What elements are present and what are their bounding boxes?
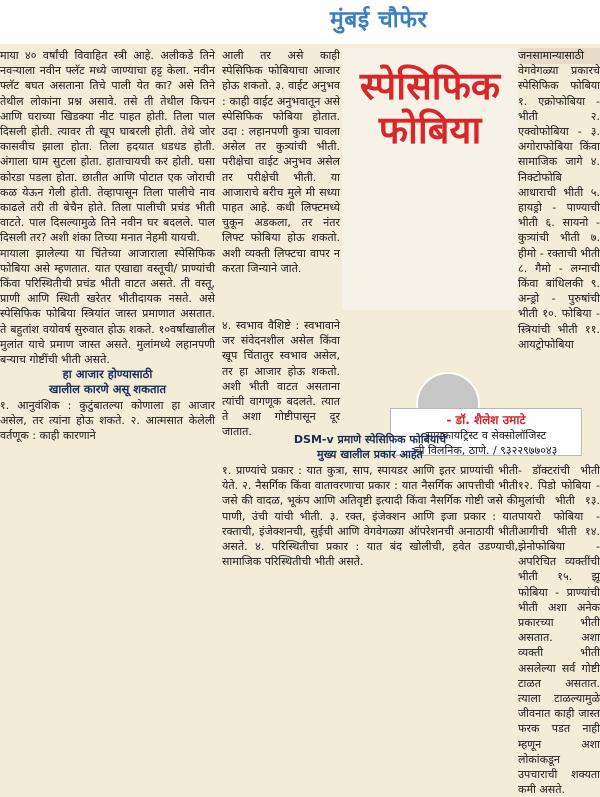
dsm-heading-line-1: DSM-v प्रमाणे स्पेसिफिक फोबियाचे [293,433,447,446]
author-location: ची विलनिक, ठाणे. / ९३२२९७७०४३ [414,444,558,457]
paragraph-dsm-types: १. प्राण्यांचे प्रकार : यात कुत्रा, साप, स्पायडर आणि इतर प्राण्यांची भीती येते. २. नैसर्गिक किंवा वातावरणाचा प्रकार : यात नैसर्गिक आपत्तीची भीती जसे की वादळ, भूकंप आणि अतिवृष्टी इत्यादी किंवा नैसर्गिक गोष्टी जसे की पाणी, उंची यांची भीती. ३. रक्त, इंजेक्शन आणि इजा प्रकार : यात रक्ताची, इंजेक्शनची, सुईची आणि वेगवेगळ्या ऑपरेशनची अनाठायी भीती असते. ४. परिस्थितीचा प्रकार : यात बंद खोलीची, हवेत उडण्याची, सामाजिक परिस्थितीची भीती असते. [222,464,518,569]
paragraph-temperament: ४. स्वभाव वैशिष्टे : स्वभावाने जर संवेदनशील असेल किंवा खूप चिंतातुर स्वभाव असेल, तर हा आजार होऊ शकतो. अशी भीती वाटत असताना त्यांची वागणूक बदलते. त्यात ते अशा गोष्टीपासून दूर जातात. [222,319,340,439]
author-credentials: सायकायट्रिस्ट व सेक्सोलॉजिस्ट [425,429,547,442]
phobia-types-list: जनसामान्यासाठी वेगवेगळ्या प्रकारचे स्पेसिफिक फोबिया १. एक्रोफोबिया - भीती २. एक्वोफोबिया - ३. अगोराफोबिया किंवा सामाजिक जागे ४. निक्टोफोबि आधाराची भीती ५. हायड्रो - पाण्याची भीती ६. सायनो - कुत्र्यांची भीती ७. हीमो - रक्ताची भीती ८. गैमो - लग्नाची किंवा बांधिलकी ९. अन्ड्रो - पुरुषांची भीती १०. फोबिया - स्त्रियांची भीती ११. आयट्रोफोबिया [518,49,600,351]
column-middle-lower [222,318,340,440]
headline-artwork [342,48,518,310]
column-right-bottom [518,463,600,797]
subhead-causes-2: खालील कारणे असू शकतात [48,382,167,397]
headline-line-1: स्पेसिफिक [359,64,501,108]
dsm-heading [222,432,518,462]
paragraph-intro: माया ४० वर्षांची विवाहित स्त्री आहे. अलीकडे तिने नवऱ्याला नवीन फ्लॅट मध्ये जाण्याचा हट्ट केला. नवीन फ्लॅट बघत असताना तिचे पाली येत का? असे तिने तेथील लोकांना प्रश्न असावे. तसे ती तेथील किचन आणि घराच्या खिडक्या नीट पाहत होती. तिला पाल दिसली होती. त्यावर ती खूप घाबरली होती. तेथे जोर कासवीच झाला होता. तिला हदयात धडधड होती. अंगाला घाम सुटला होता. हाताचायची कर होती. घसा कोरडा पडला होता. छातीत आणि पोटात एक जोराची कळ येऊन गेली होती. तेव्हापासून तिला पालीचे नाव काढले तरी ती बेचैन होते. तिला पालीची प्रचंड भीती वाटते. पाल दिसल्यामुळे तिने नवीन घर बदलले. पाल दिसली तर? अशी शंका तिच्या मनात नेहमी यायची. [0,49,215,245]
headline [342,64,518,152]
column-right [518,48,600,352]
dsm-heading-line-2: मुख्य खालील प्रकार आहेत [317,448,423,461]
section-title: मुंबई चौफेर [330,7,428,33]
paragraph-causes: १. आनुवंशिक : कुटुंबातल्या कोणाला हा आजार असेल, तर त्यांना होऊ शकते. २. आत्मसात केलेली वर्तणूक : काही कारणाने [0,398,215,443]
masthead [0,0,600,44]
subhead-causes-1: हा आजार होण्यासाठी [62,367,153,382]
headline-line-2: फोबिया [378,108,482,152]
author-name: - डॉ. शैलेश उमाटे [446,413,526,427]
column-left [0,48,215,443]
paragraph-causes-continued: आली तर असे काही स्पेसिफिक फोबियाचा आजार होऊ शकतो. ३. वाईट अनुभव : काही वाईट अनुभवातून असे स्पेसिफिक फोबिया होतात. उदा : लहानपणी कुत्रा चावला असेल तर कुत्र्यांची भीती. परीक्षेचा वाईट अनुभव असेल तर परीक्षेची भीती. या आजाराचे बरीच मुले मी सध्या पाहत आहे. कधी लिफ्टमध्ये चुकून अडकला, तर नंतर लिफ्ट फोबिया होऊ शकतो. अशी व्यक्ती लिफ्टचा वापर न करता जिन्याने जाते. [222,49,340,275]
column-bottom [222,463,518,569]
column-middle [222,48,340,276]
paragraph-definition: मायाला झालेल्या या चिंतेच्या आजाराला स्पेसिफिक फोबिया असे म्हणतात. यात एखाद्या वस्तूची/ प्राण्यांची किंवा परिस्थितीची प्रचंड भीती वाटत असते. ती वस्तू, प्राणी आणि स्थिती खरेतर भीतीदायक नसते. असे स्पेसिफिक फोबिया स्त्रियांत जास्त प्रमाणात असतात. ते बहुतांश वयोवर्ष सुरुवात होऊ शकते. १०वर्षांखालील मुलांत याचे प्रमाण जास्त असते. मुलांमध्ये लहानपणी बऱ्याच गोष्टींची भीती असते. [0,246,215,367]
paragraph-more-phobias: - डॉक्टरांची भीती १२. पिडो फोबिया - मुलांची भीती १३. पायरो फोबिया - आगीची भीती १४. झेनोफोबिया - अपरिचित व्यक्तींची भीती १५. झू फोबिया - प्राण्यांची भीती अशा अनेक प्रकारच्या भीती असतात. अशा व्यक्ती भीती असलेल्या सर्व गोष्टी टाळत असतात. त्याला टाळल्यामुळे जीवनात काही जास्त फरक पडत नाही म्हणून अशा लोकांकडून उपचाराची शक्यता कमी असते. [518,464,600,797]
